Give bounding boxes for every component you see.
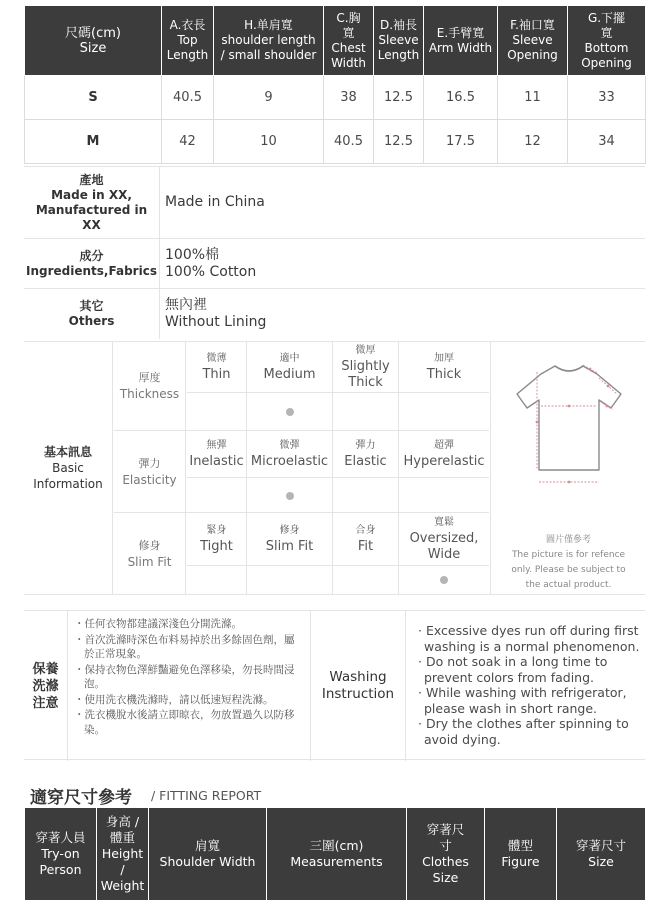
option-en: Slightly Thick <box>341 359 390 390</box>
size-value-cell: 38 <box>324 76 374 120</box>
elasticity-option <box>399 431 489 477</box>
option-en: Inelastic <box>189 454 244 469</box>
option-en: Medium <box>263 367 316 382</box>
size-row-s <box>25 76 646 120</box>
info-row-others <box>24 289 645 339</box>
elasticity-option <box>247 431 333 477</box>
size-value-cell: 10 <box>214 120 324 164</box>
washing-en-list <box>412 623 644 747</box>
size-value-cell: 9 <box>214 76 324 120</box>
basic-information <box>24 341 645 595</box>
picture-caption-en: The picture is for refence only. Please be subject to the actual product. <box>511 550 626 590</box>
option-zh: 合身 <box>355 525 376 536</box>
option-en: Elastic <box>344 454 387 469</box>
size-table <box>24 5 646 164</box>
size-name-cell: M <box>25 120 162 164</box>
washing-en-item: · Dry the clothes after spinning to avoid dying. <box>418 716 629 747</box>
others-value: 無內裡 Without Lining <box>165 297 267 330</box>
option-en: Thick <box>426 367 462 382</box>
option-zh: 修身 <box>279 525 300 536</box>
option-zh: 微薄 <box>206 353 227 364</box>
thickness-slot <box>187 392 247 430</box>
others-label: 其它 Others <box>24 289 160 339</box>
info-row-ingredients <box>24 239 645 289</box>
size-value-cell: 12.5 <box>374 76 424 120</box>
fit-slot <box>187 565 247 594</box>
size-value-cell: 12 <box>498 120 568 164</box>
size-value-cell: 40.5 <box>162 76 214 120</box>
elasticity-label <box>114 431 186 512</box>
option-en: Tight <box>200 539 233 554</box>
info-row-origin <box>24 167 645 239</box>
option-en: Oversized, Wide <box>409 531 479 562</box>
elasticity-slot <box>399 477 489 513</box>
header-chest-width: C.胸 寬 Chest Width <box>324 6 374 76</box>
fitting-header-row <box>25 808 646 901</box>
option-zh: 微厚 <box>355 345 376 356</box>
fit-option <box>247 513 333 565</box>
header-top-length: A.衣長 Top Length <box>162 6 214 76</box>
tshirt-measure-icon <box>491 342 646 512</box>
thickness-row <box>114 342 489 431</box>
option-zh: 適中 <box>279 353 300 364</box>
washing-zh-item: ・洗衣機脫水後請立即晾衣，勿放置過久以防移染。 <box>74 709 295 736</box>
ingredients-label: 成分 Ingredients,Fabrics <box>24 239 160 288</box>
header-bottom-opening: G.下擺 寬 Bottom Opening <box>568 6 646 76</box>
header-size: 穿著尺寸 Size <box>557 808 646 901</box>
size-value-cell: 42 <box>162 120 214 164</box>
fit-row <box>114 513 489 594</box>
header-arm-width: E.手臂寬 Arm Width <box>424 6 498 76</box>
elasticity-label-en: Elasticity <box>122 472 177 487</box>
header-shoulder-length: H.单肩寬 shoulder length / small shoulder <box>214 6 324 76</box>
fit-slot <box>333 565 399 594</box>
size-value-cell: 12.5 <box>374 120 424 164</box>
washing-title: Washing Instruction <box>310 611 406 761</box>
elasticity-label-zh: 彈力 <box>138 456 161 470</box>
basic-info-label <box>24 342 113 594</box>
option-zh: 無彈 <box>206 440 227 451</box>
picture-caption <box>491 518 646 608</box>
thickness-label <box>114 342 186 430</box>
washing-en-item: · While washing with refrigerator, please wash in short range. <box>418 685 627 716</box>
size-value-cell: 40.5 <box>324 120 374 164</box>
fit-option <box>333 513 399 565</box>
washing-en-item: · Excessive dyes run off during first washing is a normal phenomenon. <box>418 623 640 654</box>
fit-slot <box>247 565 333 594</box>
thickness-label-en: Thickness <box>119 387 180 401</box>
header-try-on-person: 穿著人員 Try-on Person <box>25 808 97 901</box>
size-value-cell: 34 <box>568 120 646 164</box>
size-name-cell: S <box>25 76 162 120</box>
fit-option <box>187 513 247 565</box>
origin-value: Made in China <box>165 194 265 210</box>
washing-zh-item: ・保持衣物色澤鮮豔避免色澤移染，勿長時間浸泡。 <box>74 663 295 690</box>
origin-label: 產地 Made in XX, Manufactured in XX <box>24 167 160 238</box>
basic-info-label-zh: 基本訊息 <box>43 445 92 459</box>
size-value-cell: 11 <box>498 76 568 120</box>
thickness-option <box>333 342 399 392</box>
elasticity-row <box>114 431 489 513</box>
option-zh: 寬鬆 <box>434 517 454 528</box>
fit-label-zh: 修身 <box>138 538 161 552</box>
thickness-slot <box>247 392 333 430</box>
thickness-option <box>187 342 247 392</box>
header-measurements: 三圍(cm) Measurements <box>267 808 407 901</box>
size-value-cell: 16.5 <box>424 76 498 120</box>
fitting-report-table <box>24 807 646 901</box>
thickness-label-zh: 厚度 <box>138 371 161 384</box>
product-info <box>24 166 645 339</box>
thickness-slot <box>399 392 489 430</box>
header-sleeve-length: D.袖長 Sleeve Length <box>374 6 424 76</box>
header-shoulder-width: 肩寬 Shoulder Width <box>149 808 267 901</box>
washing-label-zh: 保養 洗滌 注意 <box>24 611 68 761</box>
fit-slot <box>399 565 489 594</box>
basic-info-label-en: Basic Information <box>33 461 103 491</box>
elasticity-option <box>333 431 399 477</box>
option-en: Microelastic <box>250 454 329 469</box>
size-value-cell: 33 <box>568 76 646 120</box>
fit-label-en: Slim Fit <box>127 554 172 569</box>
option-zh: 加厚 <box>434 353 454 364</box>
option-zh: 緊身 <box>206 525 227 536</box>
header-height-weight: 身高 / 體重 Height / Weight <box>97 808 149 901</box>
picture-caption-zh: 圖片僅參考 <box>545 535 591 545</box>
option-zh: 微彈 <box>279 440 300 451</box>
fit-option <box>399 513 489 565</box>
fitting-report-heading: 適穿尺寸參考 <box>30 788 132 808</box>
washing-en-item: · Do not soak in a long time to prevent colors from fading. <box>418 654 608 685</box>
option-en: Hyperelastic <box>403 454 485 469</box>
selected-dot-icon <box>286 492 294 500</box>
size-diagram <box>490 342 645 594</box>
washing-zh-item: ・首次洗滌時深色布料易掉於出多餘固色劑，屬於正常現象。 <box>74 633 295 660</box>
header-size: 尺碼(cm) Size <box>25 6 162 76</box>
elasticity-option <box>187 431 247 477</box>
size-table-header-row <box>25 6 646 76</box>
selected-dot-icon <box>286 408 294 416</box>
selected-dot-icon <box>440 576 448 584</box>
elasticity-slot <box>187 477 247 513</box>
washing-zh-list <box>74 617 302 738</box>
elasticity-slot <box>247 477 333 513</box>
washing-zh-item: ・使用洗衣機洗滌時，請以低速短程洗滌。 <box>74 693 274 706</box>
washing-zh-item: ・任何衣物都建議深淺色分開洗滌。 <box>74 618 242 630</box>
ingredients-value: 100%棉 100% Cotton <box>165 246 257 280</box>
size-value-cell: 17.5 <box>424 120 498 164</box>
header-clothes-size: 穿著尺 寸 Clothes Size <box>407 808 485 901</box>
size-row-m <box>25 120 646 164</box>
thickness-option <box>247 342 333 392</box>
option-en: Fit <box>357 539 374 554</box>
thickness-option <box>399 342 489 392</box>
elasticity-slot <box>333 477 399 513</box>
option-en: Slim Fit <box>265 539 314 554</box>
option-en: Thin <box>202 367 231 382</box>
header-figure: 體型 Figure <box>485 808 557 901</box>
washing-instruction <box>24 610 645 760</box>
header-sleeve-opening: F.袖口寬 Sleeve Opening <box>498 6 568 76</box>
thickness-slot <box>333 392 399 430</box>
option-zh: 超彈 <box>434 440 454 451</box>
fitting-report-heading-en: / FITTING REPORT <box>151 788 262 803</box>
fit-label <box>114 513 186 594</box>
option-zh: 彈力 <box>355 440 376 451</box>
